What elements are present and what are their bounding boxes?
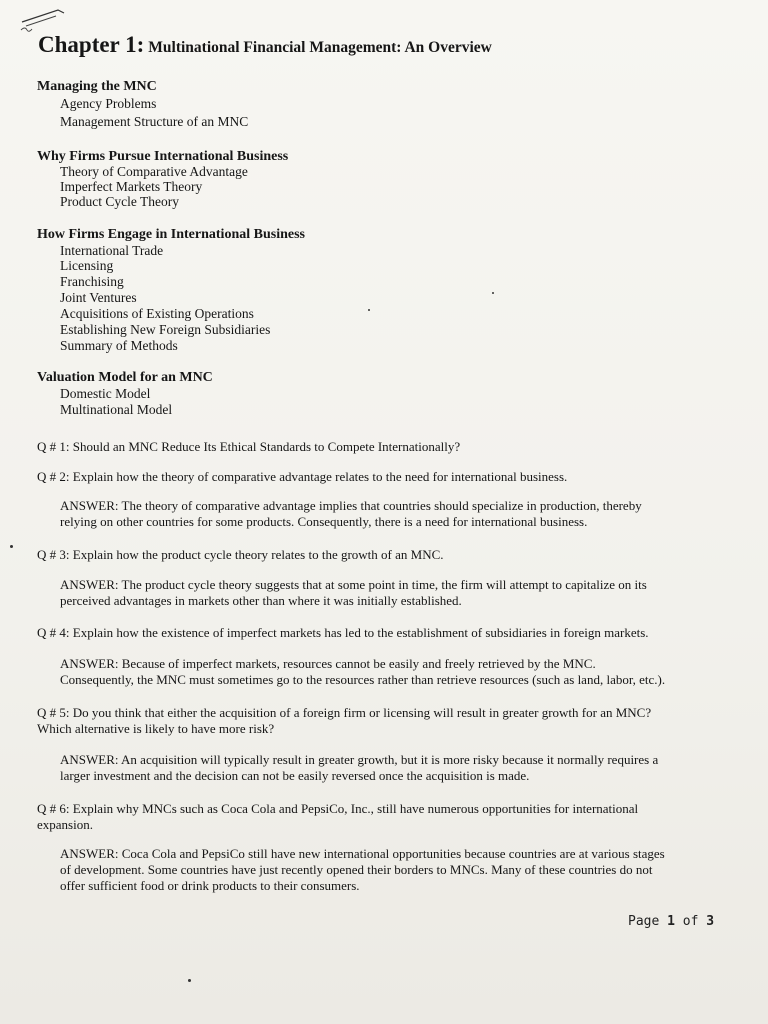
scan-speck — [492, 292, 494, 294]
answer-line: ANSWER: Because of imperfect markets, resources cannot be easily and freely retrieved by the MNC. — [60, 656, 596, 671]
answer-6 — [60, 846, 665, 894]
outline-item: Multinational Model — [60, 402, 173, 417]
answer-2 — [60, 498, 642, 530]
answer-line: perceived advantages in markets other than where it was initially established. — [60, 593, 462, 608]
outline-item: International Trade — [60, 243, 164, 258]
section-heading: Why Firms Pursue International Business — [37, 149, 289, 164]
scan-speck — [188, 979, 191, 982]
answer-line: larger investment and the decision can not be easily reversed once the acquisition is made. — [60, 768, 530, 783]
outline-item: Franchising — [60, 274, 124, 289]
question-3: Q # 3: Explain how the product cycle theory relates to the growth of an MNC. — [37, 547, 444, 562]
outline-item: Establishing New Foreign Subsidiaries — [60, 322, 271, 337]
answer-4 — [60, 656, 665, 688]
section-heading: How Firms Engage in International Business — [37, 227, 305, 242]
answer-line: Consequently, the MNC must sometimes go to the resources rather than retrieve resources (such as land, labor, etc.). — [60, 672, 666, 687]
outline-item: Theory of Comparative Advantage — [60, 164, 248, 179]
pen-scribble — [18, 4, 68, 34]
total-pages: 3 — [706, 914, 715, 929]
answer-3 — [60, 577, 647, 609]
answer-line: ANSWER: An acquisition will typically result in greater growth, but it is more risky because it normally requires a — [60, 752, 659, 767]
section-heading: Managing the MNC — [37, 79, 157, 94]
question-4: Q # 4: Explain how the existence of imperfect markets has led to the establishment of subsidiaries in foreign markets. — [37, 625, 649, 640]
answer-line: of development. Some countries have just recently opened their borders to MNCs. Many of these countries do not — [60, 862, 653, 877]
answer-line: ANSWER: Coca Cola and PepsiCo still have new international opportunities because countries are at various stages — [60, 846, 665, 861]
outline-item: Imperfect Markets Theory — [60, 179, 203, 194]
scan-speck — [10, 545, 13, 548]
chapter-label: Chapter 1: — [38, 32, 145, 57]
answer-line: offer sufficient food or drink products to their consumers. — [60, 878, 360, 893]
outline-item: Management Structure of an MNC — [60, 114, 249, 129]
question-line: Q # 6: Explain why MNCs such as Coca Cola and PepsiCo, Inc., still have numerous opportunities for international — [37, 801, 639, 816]
question-line: Q # 5: Do you think that either the acquisition of a foreign firm or licensing will result in greater growth for an MNC? — [37, 705, 652, 720]
outline-item: Joint Ventures — [60, 290, 137, 305]
question-line: expansion. — [37, 817, 93, 832]
question-6 — [37, 801, 638, 833]
scan-speck — [368, 309, 370, 311]
page-title — [38, 32, 492, 58]
page-mid: of — [674, 914, 707, 929]
outline-item: Agency Problems — [60, 96, 157, 111]
question-line: Which alternative is likely to have more risk? — [37, 721, 275, 736]
outline-item: Summary of Methods — [60, 338, 178, 353]
answer-line: ANSWER: The theory of comparative advantage implies that countries should specialize in production, thereby — [60, 498, 642, 513]
section-heading: Valuation Model for an MNC — [37, 370, 213, 385]
page-number — [628, 914, 714, 929]
answer-5 — [60, 752, 658, 784]
outline-item: Acquisitions of Existing Operations — [60, 306, 254, 321]
answer-line: relying on other countries for some products. Consequently, there is a need for international business. — [60, 514, 588, 529]
outline-item: Domestic Model — [60, 386, 151, 401]
question-5 — [37, 705, 651, 737]
outline-item: Licensing — [60, 258, 114, 273]
page-prefix: Page — [628, 914, 668, 929]
current-page: 1 — [667, 914, 675, 929]
answer-line: ANSWER: The product cycle theory suggests that at some point in time, the firm will attempt to capitalize on its — [60, 577, 647, 592]
question-1: Q # 1: Should an MNC Reduce Its Ethical Standards to Compete Internationally? — [37, 439, 461, 454]
chapter-subtitle: Multinational Financial Management: An Overview — [148, 39, 492, 56]
question-2: Q # 2: Explain how the theory of comparative advantage relates to the need for international business. — [37, 469, 568, 484]
outline-item: Product Cycle Theory — [60, 194, 179, 209]
